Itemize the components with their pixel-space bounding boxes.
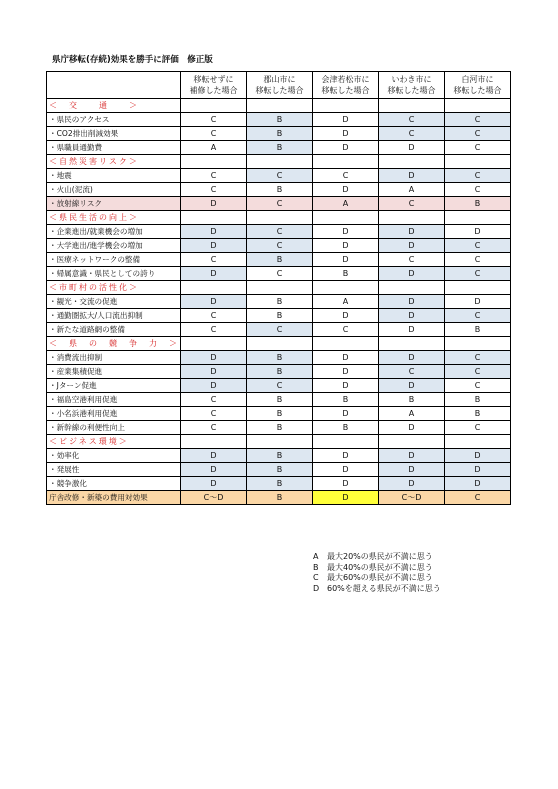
rating-cell: D	[379, 169, 445, 183]
rating-cell: D	[445, 449, 511, 463]
rating-cell: C	[181, 127, 247, 141]
rating-cell: B	[247, 183, 313, 197]
rating-cell: C	[445, 253, 511, 267]
rating-cell: B	[445, 197, 511, 211]
evaluation-table	[46, 71, 511, 505]
rating-cell: B	[445, 407, 511, 421]
rating-cell: D	[181, 477, 247, 491]
section-blank-cell	[445, 155, 511, 169]
legend-item	[313, 584, 441, 595]
table-row	[47, 449, 511, 463]
row-label: ・大学進出/進学機会の増加	[47, 239, 181, 253]
section-blank-cell	[445, 99, 511, 113]
column-header-line2: 移転した場合	[387, 86, 436, 95]
rating-cell: D	[181, 295, 247, 309]
rating-cell: C	[445, 113, 511, 127]
row-label: ・新幹線の利便性向上	[47, 421, 181, 435]
rating-cell: C	[247, 239, 313, 253]
rating-cell: C	[247, 225, 313, 239]
rating-cell: D	[313, 225, 379, 239]
table-row	[47, 477, 511, 491]
page-title: 県庁移転(存続)効果を勝手に評価 修正版	[52, 55, 213, 65]
row-label: ・観光・交流の促進	[47, 295, 181, 309]
rating-cell: D	[313, 351, 379, 365]
rating-cell: C	[445, 127, 511, 141]
rating-cell: B	[247, 127, 313, 141]
section-row	[47, 155, 511, 169]
column-header-line2: 移転した場合	[321, 86, 370, 95]
rating-cell: D	[379, 351, 445, 365]
legend-text: 60%を超える県民が不満に思う	[327, 583, 441, 593]
section-blank-cell	[181, 435, 247, 449]
rating-cell: C	[247, 169, 313, 183]
rating-cell: D	[181, 239, 247, 253]
section-blank-cell	[379, 99, 445, 113]
rating-cell: B	[313, 267, 379, 281]
rating-cell: C	[181, 169, 247, 183]
legend-text: 最大40%の県民が不満に思う	[327, 562, 433, 572]
rating-cell: C	[247, 379, 313, 393]
rating-cell: D	[313, 309, 379, 323]
rating-cell: C	[445, 365, 511, 379]
legend-key: C	[313, 573, 319, 582]
legend-item	[313, 573, 441, 584]
table-row	[47, 197, 511, 211]
rating-cell: A	[379, 183, 445, 197]
table-row	[47, 253, 511, 267]
section-blank-cell	[247, 435, 313, 449]
row-label: ・小名浜港利用促進	[47, 407, 181, 421]
section-blank-cell	[313, 155, 379, 169]
section-blank-cell	[379, 281, 445, 295]
section-blank-cell	[247, 99, 313, 113]
rating-cell: D	[379, 239, 445, 253]
section-blank-cell	[445, 337, 511, 351]
rating-cell: C	[181, 309, 247, 323]
row-label: ・企業進出/就業機会の増加	[47, 225, 181, 239]
rating-cell: B	[247, 449, 313, 463]
rating-cell: D	[313, 449, 379, 463]
rating-cell: D	[181, 197, 247, 211]
table-body	[47, 99, 511, 505]
rating-cell: D	[313, 113, 379, 127]
rating-cell: C	[181, 393, 247, 407]
column-header	[379, 72, 445, 99]
section-blank-cell	[181, 281, 247, 295]
rating-cell: C	[181, 183, 247, 197]
rating-cell: C	[445, 491, 511, 505]
legend-key: B	[313, 562, 319, 572]
rating-cell: C〜D	[379, 491, 445, 505]
section-blank-cell	[379, 337, 445, 351]
rating-cell: B	[247, 407, 313, 421]
table-row	[47, 169, 511, 183]
section-blank-cell	[247, 155, 313, 169]
column-header	[313, 72, 379, 99]
rating-cell: B	[247, 253, 313, 267]
rating-cell: C	[247, 267, 313, 281]
rating-cell: D	[379, 323, 445, 337]
rating-cell: D	[313, 183, 379, 197]
section-blank-cell	[313, 99, 379, 113]
legend-key: D	[313, 583, 320, 593]
legend-item	[313, 563, 441, 574]
rating-cell: D	[313, 379, 379, 393]
table-row	[47, 407, 511, 421]
rating-cell: D	[313, 365, 379, 379]
rating-cell: A	[181, 141, 247, 155]
rating-cell: C	[313, 169, 379, 183]
rating-cell: C	[445, 267, 511, 281]
table-row	[47, 421, 511, 435]
section-row	[47, 435, 511, 449]
rating-cell: C	[445, 183, 511, 197]
row-label: ・医療ネットワークの整備	[47, 253, 181, 267]
row-label: ・発展性	[47, 463, 181, 477]
rating-cell: B	[247, 393, 313, 407]
table-row	[47, 183, 511, 197]
column-header-line2: 移転した場合	[255, 86, 304, 95]
rating-cell: C	[247, 323, 313, 337]
legend-key: A	[313, 552, 319, 561]
rating-cell: C	[181, 421, 247, 435]
row-label: ・県職員通勤費	[47, 141, 181, 155]
rating-cell: C	[379, 253, 445, 267]
row-label: ・通勤圏拡大/人口流出抑制	[47, 309, 181, 323]
rating-cell: D	[379, 267, 445, 281]
rating-cell: C	[181, 407, 247, 421]
rating-cell: D	[313, 239, 379, 253]
rating-cell: D	[379, 379, 445, 393]
section-label: ＜ビジネス環境＞	[47, 435, 181, 449]
rating-cell: C	[181, 253, 247, 267]
section-blank-cell	[313, 337, 379, 351]
row-label: ・地震	[47, 169, 181, 183]
rating-cell: B	[247, 141, 313, 155]
section-blank-cell	[313, 211, 379, 225]
rating-cell: B	[247, 421, 313, 435]
section-blank-cell	[181, 211, 247, 225]
rating-cell: D	[181, 225, 247, 239]
rating-cell: D	[379, 225, 445, 239]
rating-cell: D	[445, 225, 511, 239]
rating-cell: D	[445, 295, 511, 309]
section-blank-cell	[445, 281, 511, 295]
rating-cell: A	[313, 295, 379, 309]
rating-cell: D	[313, 407, 379, 421]
rating-cell: D	[313, 127, 379, 141]
rating-cell: D	[181, 463, 247, 477]
rating-cell: D	[379, 309, 445, 323]
rating-legend	[313, 552, 441, 594]
table-row	[47, 295, 511, 309]
rating-cell: B	[247, 477, 313, 491]
section-blank-cell	[181, 337, 247, 351]
rating-cell: B	[247, 113, 313, 127]
rating-cell: D	[313, 253, 379, 267]
row-label: ・福島空港利用促進	[47, 393, 181, 407]
section-blank-cell	[379, 155, 445, 169]
rating-cell: D	[313, 463, 379, 477]
rating-cell: D	[379, 463, 445, 477]
rating-cell: D	[181, 379, 247, 393]
row-label: ・新たな道路網の整備	[47, 323, 181, 337]
table-row	[47, 351, 511, 365]
legend-item	[313, 552, 441, 563]
rating-cell: C	[379, 365, 445, 379]
column-header-line2: 移転した場合	[453, 86, 502, 95]
section-blank-cell	[181, 99, 247, 113]
legend-text: 最大60%の県民が不満に思う	[327, 573, 433, 582]
section-blank-cell	[379, 435, 445, 449]
rating-cell: C	[445, 351, 511, 365]
rating-cell: C	[379, 127, 445, 141]
row-label: ・効率化	[47, 449, 181, 463]
rating-cell: D	[379, 295, 445, 309]
rating-cell: C	[313, 323, 379, 337]
section-blank-cell	[247, 211, 313, 225]
legend-text: 最大20%の県民が不満に思う	[327, 552, 433, 561]
table-row	[47, 239, 511, 253]
rating-cell: C	[445, 169, 511, 183]
table-row	[47, 113, 511, 127]
section-row	[47, 337, 511, 351]
rating-cell: B	[247, 491, 313, 505]
section-label: ＜ 県 の 競 争 力 ＞	[47, 337, 181, 351]
rating-cell: D	[313, 141, 379, 155]
table-row	[47, 463, 511, 477]
rating-cell: C	[379, 113, 445, 127]
section-label: ＜ 交 通 ＞	[47, 99, 181, 113]
section-label: ＜市町村の活性化＞	[47, 281, 181, 295]
row-label: ・Jターン促進	[47, 379, 181, 393]
rating-cell: D	[181, 365, 247, 379]
rating-cell: D	[181, 449, 247, 463]
rating-cell: D	[379, 141, 445, 155]
column-header-line2: 補修した場合	[189, 86, 238, 95]
row-label: ・CO2排出削減効果	[47, 127, 181, 141]
rating-cell: C	[181, 323, 247, 337]
rating-cell: C	[445, 239, 511, 253]
rating-cell: D	[181, 351, 247, 365]
section-blank-cell	[247, 337, 313, 351]
row-label: 庁舎改修・新築の費用対効果	[47, 491, 181, 505]
section-label: ＜自然災害リスク＞	[47, 155, 181, 169]
rating-cell: D	[181, 267, 247, 281]
row-label: ・消費流出抑制	[47, 351, 181, 365]
column-header	[445, 72, 511, 99]
rating-cell: B	[247, 463, 313, 477]
table-row	[47, 393, 511, 407]
rating-cell: B	[313, 393, 379, 407]
header-row	[47, 72, 511, 99]
rating-cell: C	[445, 141, 511, 155]
section-blank-cell	[379, 211, 445, 225]
rating-cell: B	[247, 309, 313, 323]
row-label: ・放射線リスク	[47, 197, 181, 211]
table-row	[47, 141, 511, 155]
table-row	[47, 127, 511, 141]
rating-cell: D	[445, 463, 511, 477]
rating-cell: D	[379, 477, 445, 491]
table-row	[47, 309, 511, 323]
section-blank-cell	[445, 435, 511, 449]
table-row	[47, 365, 511, 379]
column-header	[181, 72, 247, 99]
section-blank-cell	[445, 211, 511, 225]
rating-cell: D	[313, 491, 379, 505]
row-label: ・県民のアクセス	[47, 113, 181, 127]
rating-cell: B	[313, 421, 379, 435]
rating-cell: D	[379, 421, 445, 435]
section-row	[47, 211, 511, 225]
rating-cell: D	[313, 477, 379, 491]
header-corner	[47, 72, 181, 99]
rating-cell: D	[379, 449, 445, 463]
rating-cell: C	[379, 197, 445, 211]
column-header-line1: 移転せずに	[193, 75, 234, 84]
rating-cell: B	[247, 351, 313, 365]
rating-cell: A	[313, 197, 379, 211]
column-header-line1: いわき市に	[391, 75, 432, 84]
section-row	[47, 281, 511, 295]
rating-cell: A	[379, 407, 445, 421]
section-blank-cell	[313, 281, 379, 295]
rating-cell: B	[379, 393, 445, 407]
rating-cell: D	[445, 477, 511, 491]
row-label: ・火山(泥流)	[47, 183, 181, 197]
column-header-line1: 郡山市に	[263, 75, 296, 84]
row-label: ・競争激化	[47, 477, 181, 491]
rating-cell: C	[445, 379, 511, 393]
section-blank-cell	[313, 435, 379, 449]
rating-cell: B	[445, 393, 511, 407]
column-header	[247, 72, 313, 99]
section-blank-cell	[181, 155, 247, 169]
row-label: ・帰属意識・県民としての誇り	[47, 267, 181, 281]
column-header-line1: 白河市に	[461, 75, 494, 84]
total-row	[47, 491, 511, 505]
rating-cell: C	[445, 421, 511, 435]
table-row	[47, 323, 511, 337]
table-row	[47, 225, 511, 239]
section-row	[47, 99, 511, 113]
table-row	[47, 267, 511, 281]
rating-cell: B	[247, 365, 313, 379]
rating-cell: C〜D	[181, 491, 247, 505]
row-label: ・産業集積促進	[47, 365, 181, 379]
table-row	[47, 379, 511, 393]
rating-cell: C	[181, 113, 247, 127]
rating-cell: B	[247, 295, 313, 309]
section-blank-cell	[247, 281, 313, 295]
rating-cell: C	[247, 197, 313, 211]
rating-cell: C	[445, 309, 511, 323]
column-header-line1: 会津若松市に	[321, 75, 370, 84]
section-label: ＜県民生活の向上＞	[47, 211, 181, 225]
rating-cell: B	[445, 323, 511, 337]
